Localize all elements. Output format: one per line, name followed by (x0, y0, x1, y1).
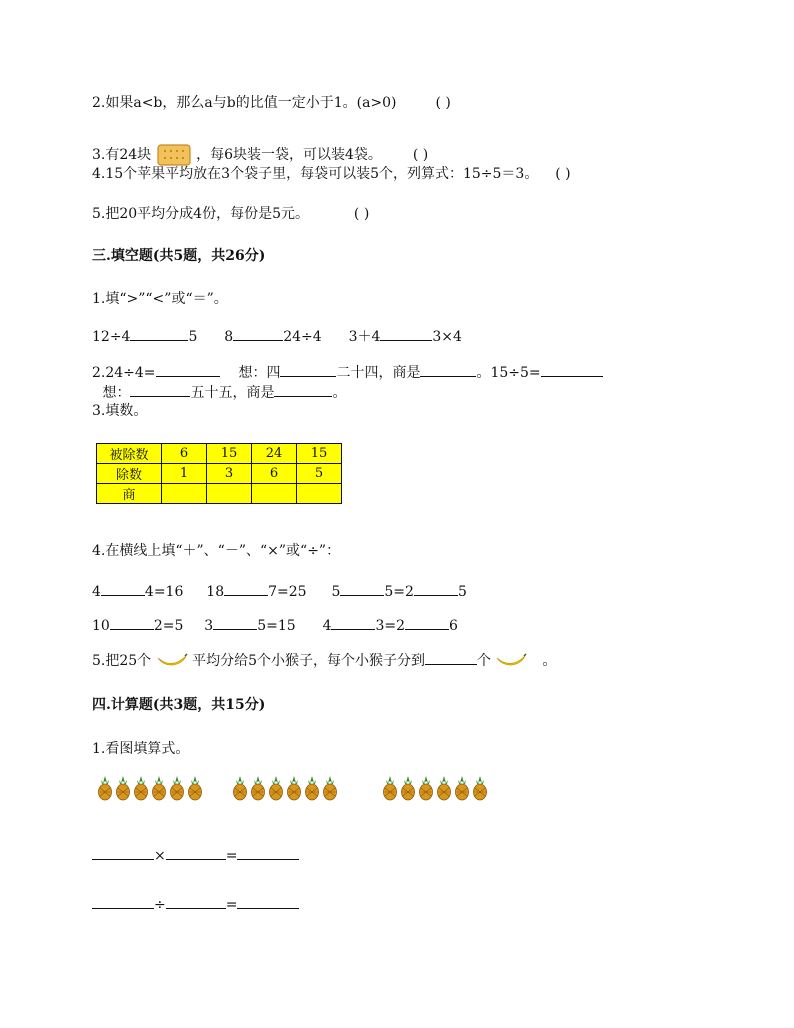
calc-q1: 1.看图填算式。 (92, 741, 190, 757)
fill-q1: 1.填“>”“<”或“＝”。 (92, 291, 228, 307)
q4-blank[interactable] (101, 581, 145, 596)
q1-a-left: 12÷4 (92, 329, 131, 345)
q4-blank[interactable] (405, 615, 449, 630)
pineapple-icon (97, 775, 113, 801)
q4-r1-a: 4 (92, 584, 101, 600)
judge-q2 (92, 94, 451, 112)
pineapple-icon (286, 775, 302, 801)
table-cell: 6 (252, 464, 297, 484)
calc-heading: 四.计算题(共3题，共15分) (92, 697, 266, 713)
fill-q2-line2 (92, 382, 346, 402)
pineapple-icon (304, 775, 320, 801)
q4-r1-b-rest: 7=25 (268, 584, 307, 600)
q2-text-d: 。15÷5= (476, 365, 541, 381)
q4-r1-b: 18 (206, 584, 225, 600)
pineapple-icon (382, 775, 398, 801)
q4-blank[interactable] (331, 615, 375, 630)
banana-icon (156, 652, 188, 670)
judge-q5 (92, 205, 369, 223)
row-label: 被除数 (97, 444, 162, 464)
q2-blank-5[interactable] (130, 382, 190, 397)
q4-r2-b-rest: 5=15 (257, 618, 296, 634)
fill-q2-line1 (92, 362, 603, 382)
q2-blank-6[interactable] (274, 382, 332, 397)
q1-b-left: 8 (224, 329, 234, 345)
calc-op-multiply: × (154, 848, 166, 864)
q2-blank-4[interactable] (541, 362, 603, 377)
q4-r2-c-mid: 3=2 (375, 618, 406, 634)
pineapple-icon (151, 775, 167, 801)
q5-text-b: 平均分给5个小猴子，每个小猴子分到 (192, 653, 425, 669)
pineapple-icon (418, 775, 434, 801)
judge-q2-answer[interactable]: ( ) (435, 95, 451, 111)
q1-c-left: 3＋4 (348, 329, 381, 345)
calc-blank[interactable] (237, 845, 299, 860)
pineapple-icon (169, 775, 185, 801)
q4-blank[interactable] (224, 581, 268, 596)
table-cell: 15 (297, 444, 342, 464)
answer-cell[interactable] (297, 484, 342, 504)
pineapple-group-3 (382, 775, 488, 801)
answer-cell[interactable] (252, 484, 297, 504)
calc-equals: = (225, 848, 238, 864)
pineapple-icon (454, 775, 470, 801)
calc-eq-2 (92, 894, 299, 913)
banana-icon (495, 652, 527, 670)
q5-text-d: 。 (542, 653, 557, 669)
q4-r1-c-mid: 5=2 (384, 584, 414, 600)
table-cell: 6 (162, 444, 207, 464)
answer-cell[interactable] (162, 484, 207, 504)
judge-q3-answer[interactable]: ( ) (412, 147, 429, 163)
table-row (97, 444, 342, 464)
q2-blank-3[interactable] (420, 362, 476, 377)
pineapple-group-2 (232, 775, 338, 801)
fill-q5 (92, 650, 556, 670)
pineapple-icon (472, 775, 488, 801)
fill-q4: 4.在横线上填“＋”、“－”、“×”或“÷”： (92, 543, 341, 559)
pineapple-icon (400, 775, 416, 801)
fill-q3: 3.填数。 (92, 403, 148, 419)
q1-c-right: 3×4 (432, 329, 462, 345)
judge-q4-text: 4.15个苹果平均放在3个袋子里，每袋可以装5个，列算式：15÷5＝3。 (92, 166, 539, 182)
q2-text-g: 。 (332, 385, 347, 401)
q4-r2-b: 3 (204, 618, 214, 634)
q5-text-c: 个 (476, 653, 491, 669)
q2-text-f: 五十五，商是 (190, 385, 275, 401)
answer-cell[interactable] (207, 484, 252, 504)
table-cell: 3 (207, 464, 252, 484)
fill-q4-row2 (92, 615, 458, 635)
table-row (97, 464, 342, 484)
q4-r2-a: 10 (92, 618, 110, 634)
table-cell: 24 (252, 444, 297, 464)
judge-q4-answer[interactable]: ( ) (555, 166, 571, 182)
pineapple-icon (133, 775, 149, 801)
pineapple-icon (250, 775, 266, 801)
q1-a-right: 5 (188, 329, 198, 345)
q4-r2-a-rest: 2=5 (153, 618, 184, 634)
q4-r2-c-end: 6 (449, 618, 458, 634)
fill-q1-row (92, 326, 462, 346)
q2-text-c: 二十四，商是 (336, 365, 421, 381)
q4-r2-c: 4 (322, 618, 332, 634)
calc-op-divide: ÷ (154, 897, 166, 913)
calc-blank[interactable] (92, 845, 154, 860)
q4-blank[interactable] (340, 581, 384, 596)
q2-blank-1[interactable] (156, 362, 220, 377)
q4-r1-c: 5 (331, 584, 341, 600)
calc-blank[interactable] (166, 894, 226, 909)
judge-q4 (92, 165, 571, 183)
q4-blank[interactable] (414, 581, 458, 596)
judge-q3-text-b: ，每6块装一袋，可以装4袋。 (196, 147, 382, 163)
pineapple-icon (115, 775, 131, 801)
row-label: 商 (97, 484, 162, 504)
q2-text-e: 想： (102, 385, 131, 401)
q2-text-a: 2.24÷4= (92, 365, 156, 381)
calc-blank[interactable] (92, 894, 154, 909)
q4-r1-a-rest: 4=16 (144, 584, 184, 600)
pineapple-icon (322, 775, 338, 801)
pineapple-group-1 (97, 775, 203, 801)
q5-text-a: 5.把25个 (92, 653, 152, 669)
calc-eq-1 (92, 845, 299, 864)
pineapple-icon (268, 775, 284, 801)
calc-blank[interactable] (237, 894, 299, 909)
table-cell: 1 (162, 464, 207, 484)
judge-q3-text-a: 3.有24块 (92, 147, 152, 163)
table-row (97, 484, 342, 504)
q1-c-blank[interactable] (380, 326, 432, 341)
table-cell: 5 (297, 464, 342, 484)
q2-text-b: 想：四 (238, 365, 281, 381)
table-cell: 15 (207, 444, 252, 464)
fill-heading: 三.填空题(共5题，共26分) (92, 248, 266, 264)
q4-r1-c-end: 5 (457, 584, 467, 600)
division-table (96, 443, 342, 504)
q1-b-right: 24÷4 (283, 329, 322, 345)
judge-q2-text: 2.如果a<b，那么a与b的比值一定小于1。(a>0) (92, 95, 397, 111)
pineapple-icon (187, 775, 203, 801)
q2-blank-2[interactable] (280, 362, 336, 377)
judge-q5-answer[interactable]: ( ) (353, 206, 370, 222)
q4-blank[interactable] (213, 615, 257, 630)
calc-blank[interactable] (166, 845, 226, 860)
row-label: 除数 (97, 464, 162, 484)
pineapple-icon (436, 775, 452, 801)
q1-a-blank[interactable] (130, 326, 188, 341)
judge-q5-text: 5.把20平均分成4份，每份是5元。 (92, 206, 309, 222)
q1-b-blank[interactable] (233, 326, 283, 341)
pineapple-icon (232, 775, 248, 801)
calc-equals: = (225, 897, 238, 913)
q5-blank[interactable] (425, 650, 477, 665)
q4-blank[interactable] (110, 615, 154, 630)
fill-q4-row1 (92, 581, 467, 601)
